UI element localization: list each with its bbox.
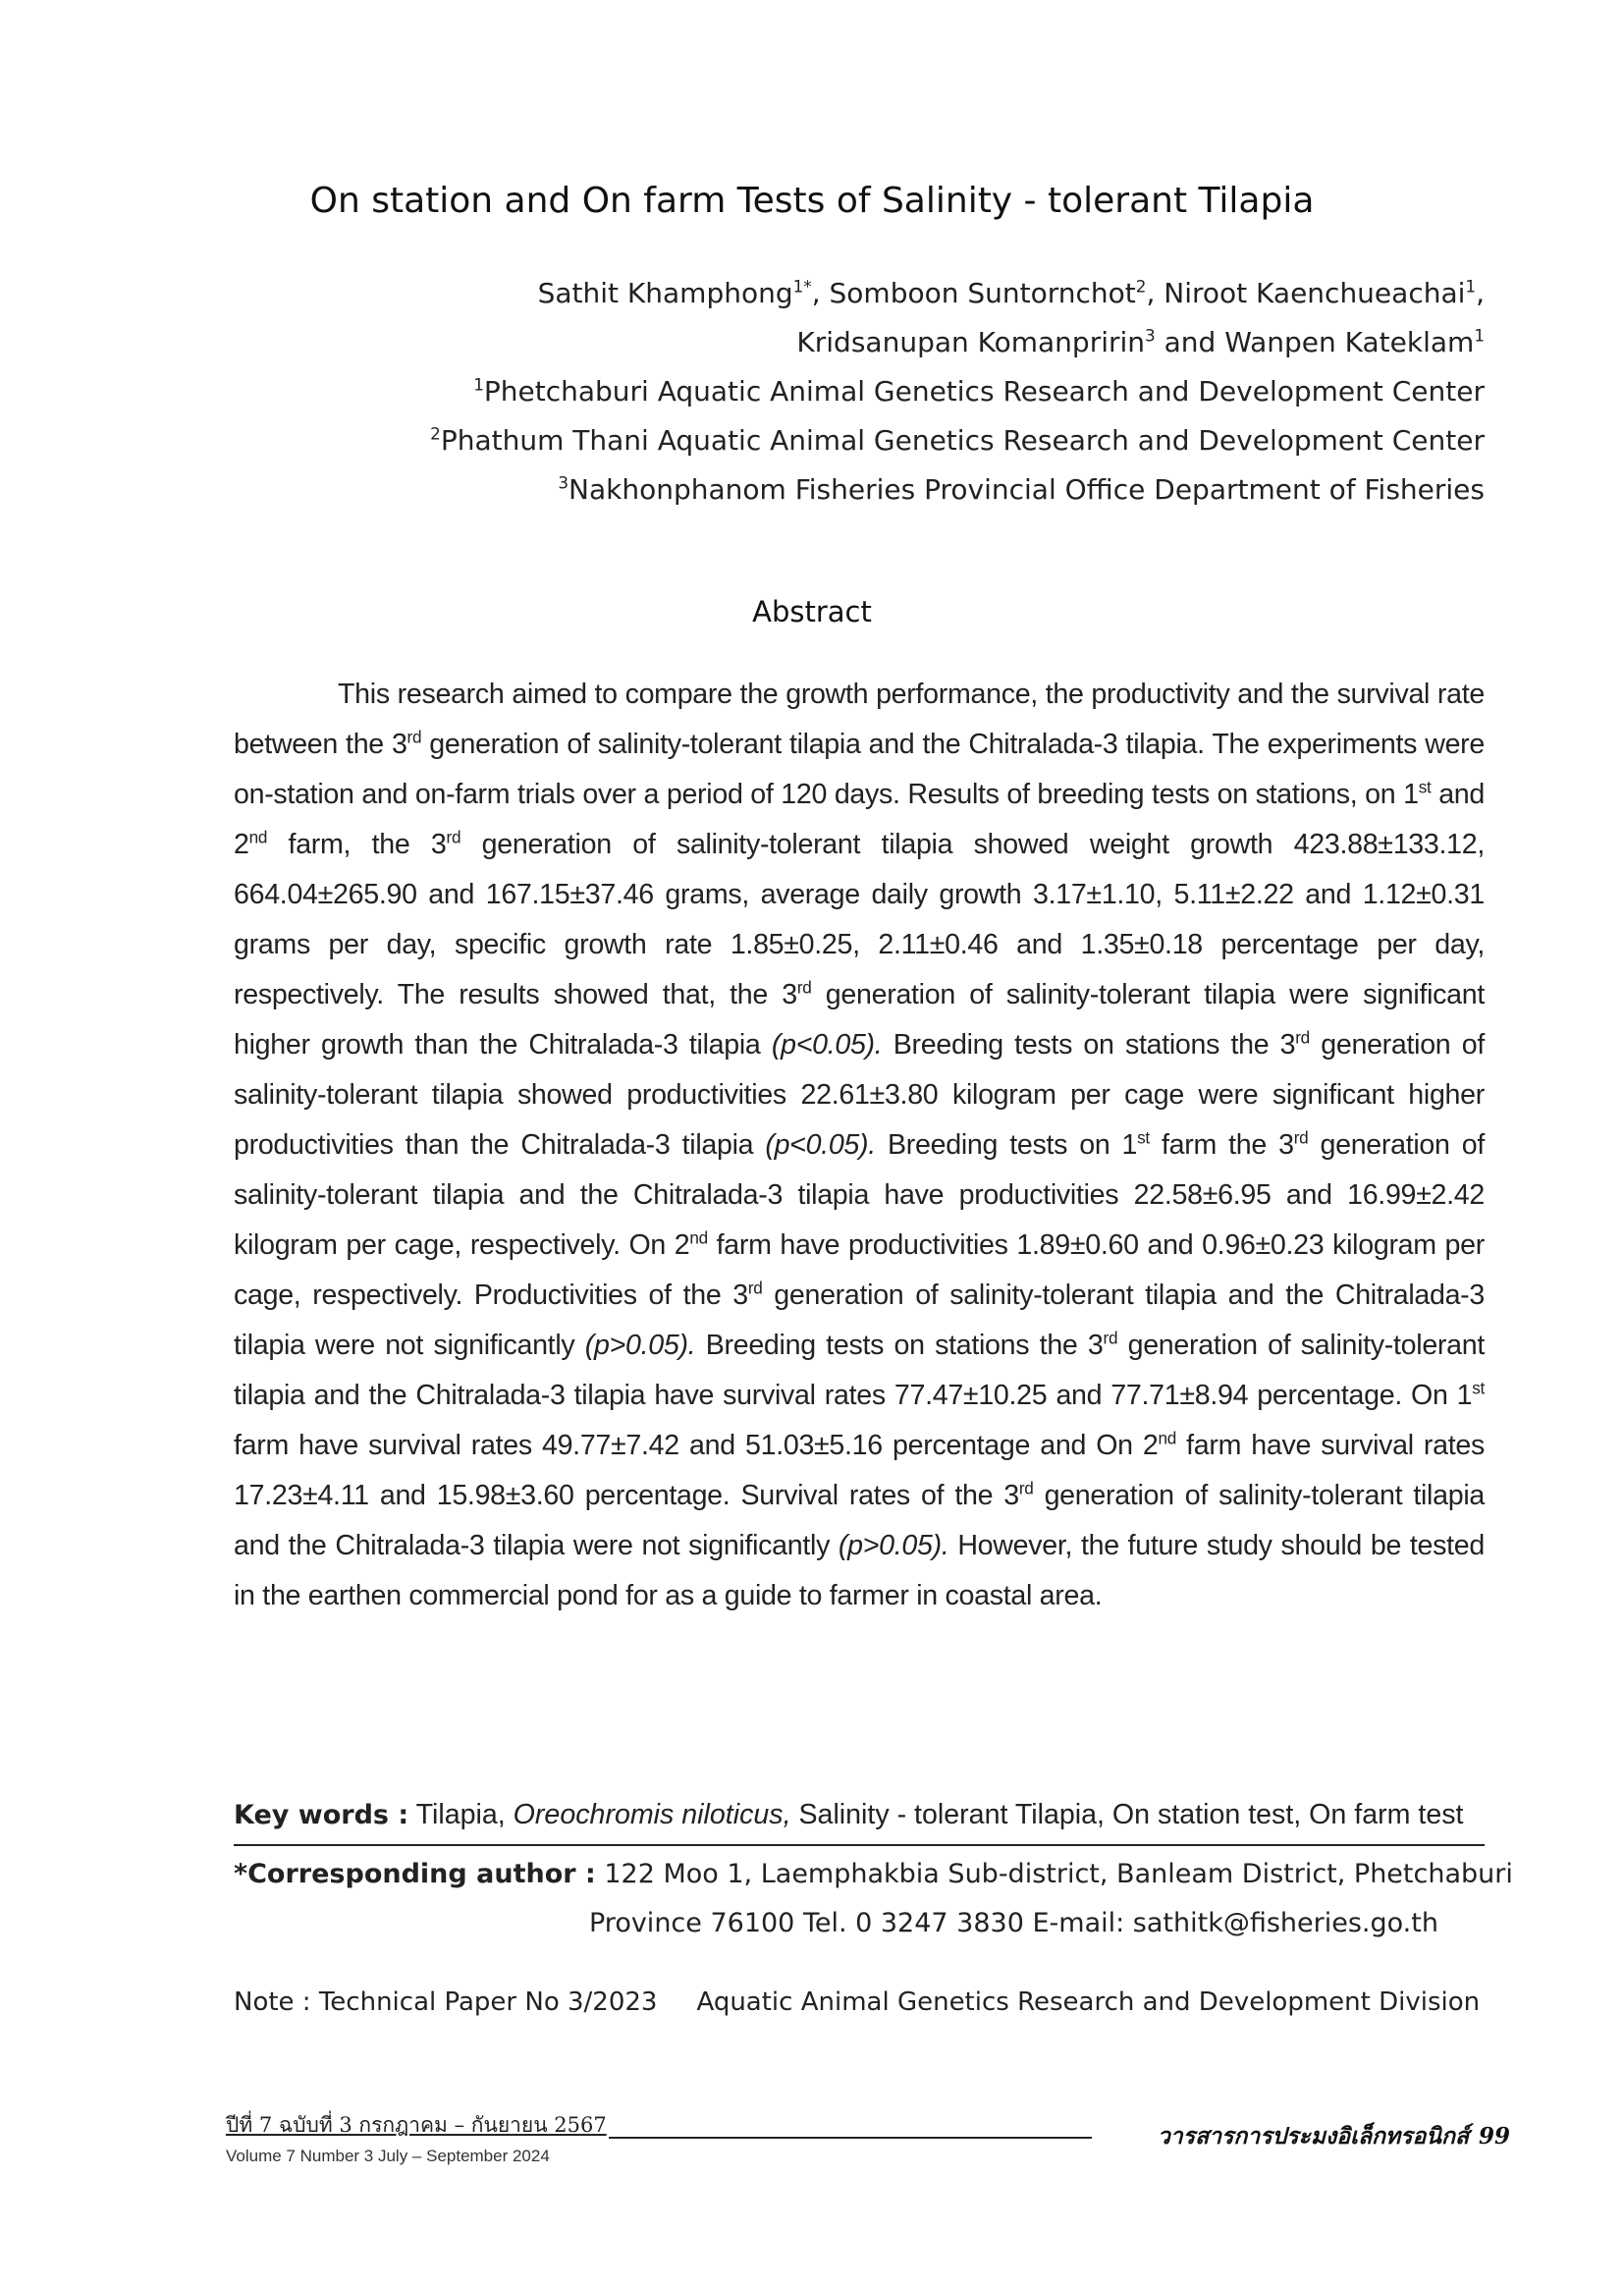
abstract-text: generation of salinity-tolerant tilapia and the Chitralada-3 tilapia. The experiments were on-station and on-farm trials over a period of 120 days. Results of breeding tests on stations, on 1 [234, 729, 1485, 810]
note-department: Aquatic Animal Genetics Research and Development Division [696, 1987, 1481, 2017]
author-affiliation-mark: 1* [792, 276, 812, 297]
note-label: Note : Technical Paper No 3/2023 [234, 1987, 658, 2017]
affiliation [208, 367, 1485, 416]
corresponding-author-label: *Corresponding author : [234, 1859, 596, 1889]
author-separator: and [1155, 326, 1225, 358]
abstract-text: However, the future study should be tested in the earthen commercial pond for as a guide to farmer in coastal area. [234, 1530, 1485, 1611]
abstract-text: farm, the 3 [267, 829, 447, 860]
abstract-paragraph [234, 670, 1485, 1621]
footer-journal [1158, 2119, 1510, 2154]
ordinal-suffix: rd [406, 727, 422, 747]
author-line-1 [208, 269, 1485, 318]
affiliation [208, 465, 1485, 515]
author-line-2 [208, 318, 1485, 367]
abstract-text: generation of salinity-tolerant tilapia were significant higher growth than the Chitralada-3 tilapia [234, 979, 1486, 1061]
affiliation-text: Phathum Thani Aquatic Animal Genetics Research and Development Center [440, 424, 1485, 457]
abstract-text: generation of salinity-tolerant tilapia and the Chitralada-3 tilapia were not significantly [234, 1279, 1486, 1361]
author-affiliation-mark: 1 [1474, 325, 1485, 346]
abstract-text: generation of salinity-tolerant tilapia and the Chitralada-3 tilapia were not significantly [234, 1480, 1485, 1561]
abstract-text: This research aimed to compare the growth performance, the productivity and the survival rate between the 3 [234, 679, 1485, 760]
author-affiliation-mark: 3 [1145, 325, 1156, 346]
note [234, 1987, 1480, 2017]
journal-name: วารสารการประมงอิเล็กทรอนิกส์ [1157, 2123, 1469, 2150]
abstract-text: farm have productivities 1.89±0.60 and 0.96±0.23 kilogram per cage, respectively. Productivities of the 3 [234, 1229, 1485, 1311]
keywords [234, 1799, 1490, 1831]
abstract-text: farm have survival rates 17.23±4.11 and 15.98±3.60 percentage. Survival rates of the 3 [234, 1430, 1485, 1511]
ordinal-suffix: rd [796, 977, 812, 998]
abstract-heading: Abstract [752, 595, 872, 629]
abstract-text: generation of salinity-tolerant tilapia and the Chitralada-3 tilapia have productivities 22.58±6.95 and 16.99±2.42 kilogram per cage, respectively. On 2 [234, 1129, 1486, 1261]
affiliation-text: Nakhonphanom Fisheries Provincial Office Department of Fisheries [568, 473, 1485, 506]
author-name: Sathit Khamphong [537, 277, 793, 309]
keywords-text: Tilapia, [408, 1799, 514, 1830]
ordinal-suffix: nd [689, 1227, 708, 1248]
corresponding-author-line-2: Province 76100 Tel. 0 3247 3830 E-mail: sathitk@fisheries.go.th [589, 1908, 1438, 1938]
author-name: Kridsanupan Komanpririn [796, 326, 1146, 358]
affiliation-mark: 1 [473, 374, 484, 395]
ordinal-suffix: rd [1293, 1127, 1309, 1148]
abstract-body [234, 670, 1485, 1621]
p-value: (p<0.05). [765, 1129, 876, 1161]
ordinal-suffix: st [1472, 1378, 1485, 1398]
abstract-text: Breeding tests on stations the 3 [882, 1029, 1296, 1061]
abstract-text: generation of salinity-tolerant tilapia and the Chitralada-3 tilapia have survival rates 77.47±10.25 and 77.71±8.94 percentage. On 1 [234, 1330, 1485, 1411]
p-value: (p>0.05). [838, 1530, 949, 1561]
footer-volume: Volume 7 Number 3 July – September 2024 [226, 2147, 550, 2165]
author-name: Somboon Suntornchot [829, 277, 1136, 309]
ordinal-suffix: rd [446, 827, 461, 847]
affiliation-text: Phetchaburi Aquatic Animal Genetics Research and Development Center [483, 375, 1485, 408]
author-name: Niroot Kaenchueachai [1164, 277, 1466, 309]
author-separator: , [1146, 277, 1164, 309]
ordinal-suffix: nd [1158, 1428, 1177, 1448]
page-number: 99 [1478, 2123, 1510, 2150]
ordinal-suffix: rd [1018, 1478, 1034, 1498]
footer-divider [609, 2137, 1092, 2139]
ordinal-suffix: st [1137, 1127, 1150, 1148]
p-value: (p>0.05). [584, 1330, 696, 1361]
author-separator: , [811, 277, 830, 309]
keywords-divider [234, 1844, 1485, 1846]
footer-issue-thai: ปีที่ 7 ฉบับที่ 3 กรกฎาคม – กันยายน 2567 [226, 2113, 607, 2137]
keywords-label: Key words : [234, 1800, 409, 1830]
author-affiliation-mark: 2 [1135, 276, 1147, 297]
affiliation-mark: 3 [558, 472, 569, 493]
ordinal-suffix: rd [747, 1278, 763, 1298]
author-block [208, 269, 1485, 515]
abstract-text: Breeding tests on stations the 3 [695, 1330, 1104, 1361]
affiliation-mark: 2 [430, 423, 441, 444]
abstract-text: and 2 [234, 779, 1486, 860]
author-name: Wanpen Kateklam [1224, 326, 1475, 358]
p-value: (p<0.05). [771, 1029, 883, 1061]
abstract-text: Breeding tests on 1 [875, 1129, 1138, 1161]
keywords-species: Oreochromis niloticus, [513, 1799, 791, 1830]
abstract-text: farm have survival rates 49.77±7.42 and 51.03±5.16 percentage and On 2 [234, 1430, 1159, 1461]
author-affiliation-mark: 1 [1465, 276, 1477, 297]
ordinal-suffix: nd [248, 827, 268, 847]
corresponding-address: 122 Moo 1, Laemphakbia Sub-district, Banleam District, Phetchaburi [595, 1859, 1513, 1889]
author-separator: , [1476, 277, 1485, 309]
corresponding-author [234, 1850, 1513, 1948]
ordinal-suffix: rd [1295, 1027, 1310, 1048]
abstract-text: farm the 3 [1149, 1129, 1294, 1161]
ordinal-suffix: st [1418, 777, 1432, 797]
ordinal-suffix: rd [1103, 1328, 1118, 1348]
abstract-text: generation of salinity-tolerant tilapia showed productivities 22.61±3.80 kilogram per cage were significant higher productivities than the Chitralada-3 tilapia [234, 1029, 1486, 1161]
affiliation [208, 416, 1485, 465]
abstract-text: generation of salinity-tolerant tilapia showed weight growth 423.88±133.12, 664.04±265.90 and 167.15±37.46 grams, average daily growth 3.17±1.10, 5.11±2.22 and 1.12±0.31 grams per day, specific growth rate 1.85±0.25, 2.11±0.46 and 1.35±0.18 percentage per day, respectively. The results showed that, the 3 [234, 829, 1485, 1010]
keywords-text: Salinity - tolerant Tilapia, On station test, On farm test [790, 1799, 1464, 1830]
corresponding-author-line-1 [234, 1850, 1513, 1899]
paper-title: On station and On farm Tests of Salinity - tolerant Tilapia [309, 181, 1315, 222]
